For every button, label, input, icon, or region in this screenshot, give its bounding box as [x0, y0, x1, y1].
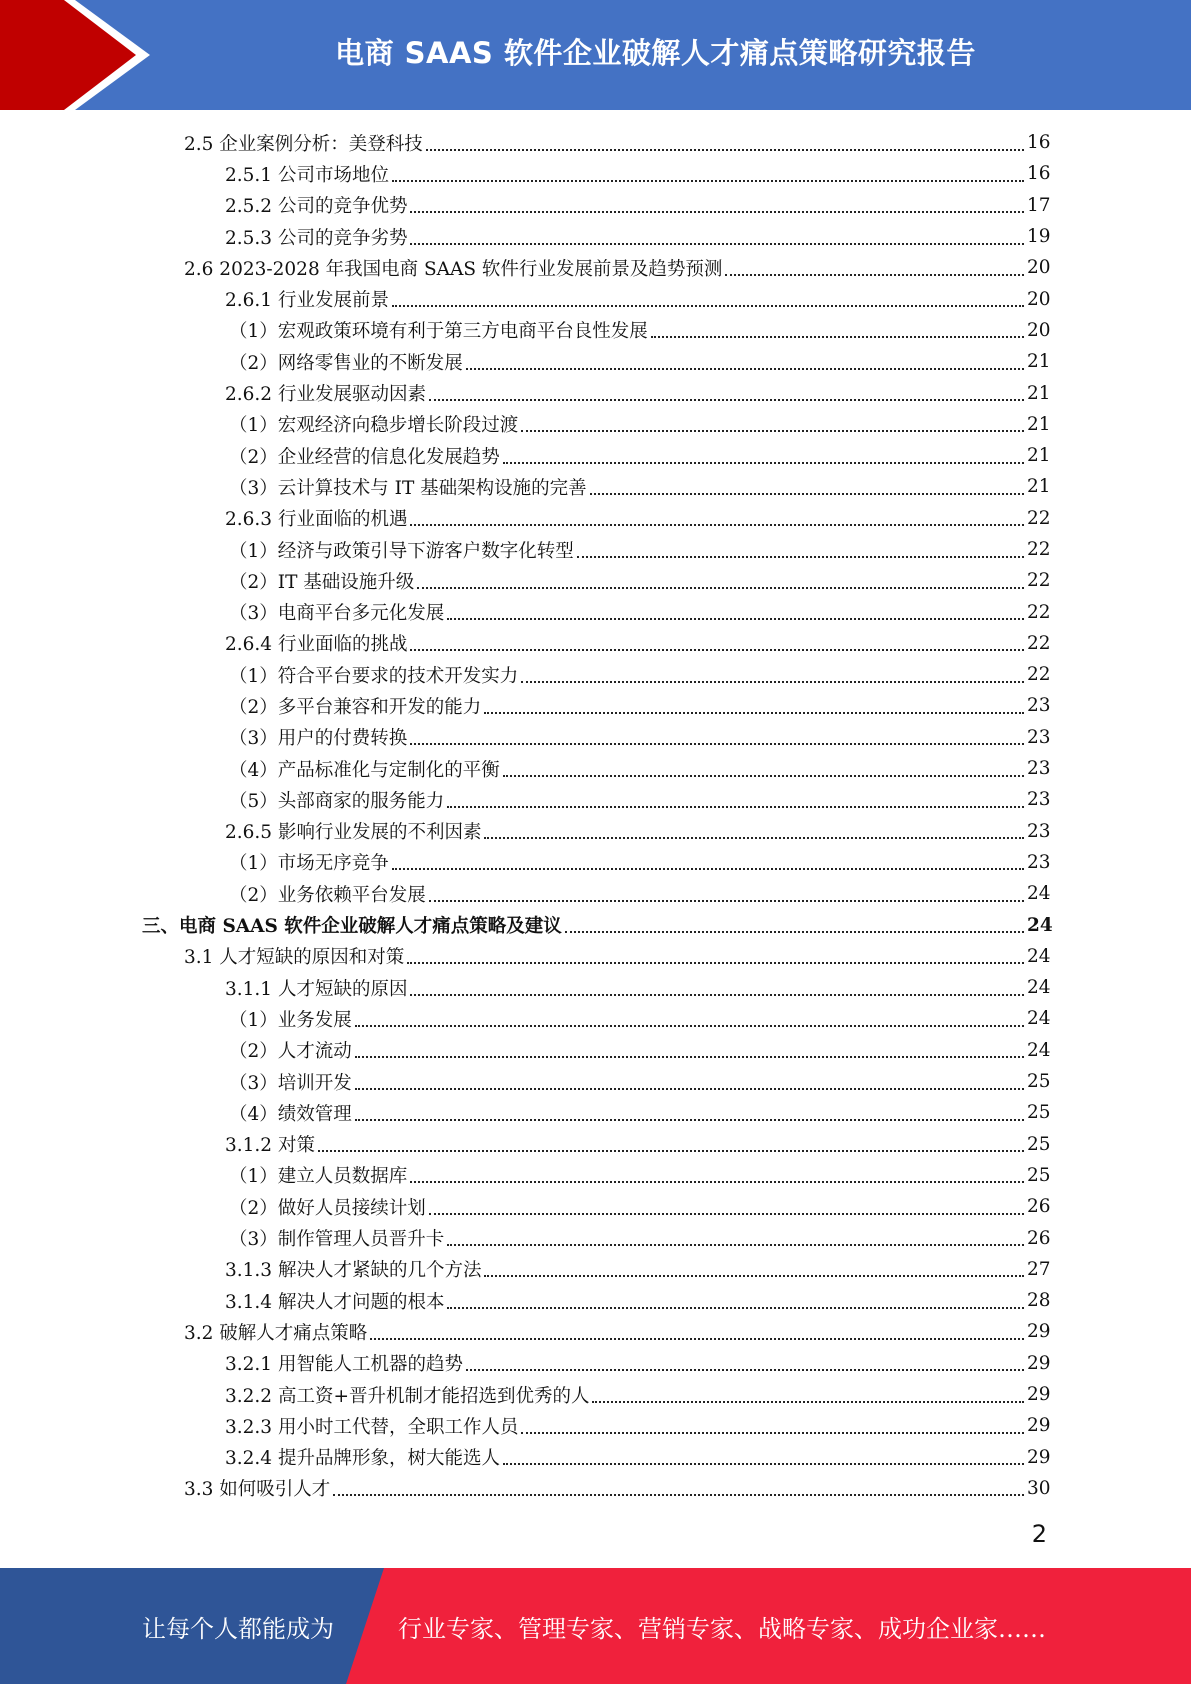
- toc-entry[interactable]: [0, 722, 1191, 753]
- toc-entry-page: 20: [1027, 288, 1051, 310]
- toc-entry-label: （3）用户的付费转换: [229, 728, 408, 750]
- toc-entry-label: （1）市场无序竞争: [229, 853, 389, 875]
- toc-dot-leader: [484, 712, 1024, 714]
- toc-entry[interactable]: [0, 1129, 1191, 1160]
- toc-dot-leader: [429, 1213, 1024, 1215]
- toc-dot-leader: [318, 1150, 1024, 1152]
- toc-entry[interactable]: [0, 1160, 1191, 1191]
- toc-entry-page: 21: [1027, 382, 1051, 404]
- toc-entry[interactable]: [0, 190, 1191, 221]
- toc-entry[interactable]: [0, 377, 1191, 408]
- toc-dot-leader: [355, 1056, 1024, 1058]
- toc-entry-label: 3.1.1 人才短缺的原因: [225, 978, 408, 1000]
- toc-entry-page: 17: [1027, 194, 1051, 216]
- toc-entry-label: （1）宏观经济向稳步增长阶段过渡: [229, 415, 519, 437]
- toc-dot-leader: [417, 587, 1024, 589]
- toc-dot-leader: [426, 149, 1024, 151]
- toc-entry[interactable]: [0, 440, 1191, 471]
- toc-entry-page: 25: [1027, 1102, 1051, 1124]
- toc-entry-page: 22: [1027, 601, 1051, 623]
- toc-entry[interactable]: [0, 1191, 1191, 1222]
- toc-entry[interactable]: [0, 1066, 1191, 1097]
- toc-entry-label: （1）建立人员数据库: [229, 1166, 408, 1188]
- toc-entry-label: （1）经济与政策引导下游客户数字化转型: [229, 540, 574, 562]
- toc-dot-leader: [407, 962, 1024, 964]
- toc-entry-label: 3.2.1 用智能人工机器的趋势: [225, 1354, 463, 1376]
- toc-entry-label: （2）企业经营的信息化发展趋势: [229, 446, 500, 468]
- toc-entry[interactable]: [0, 1441, 1191, 1472]
- toc-entry-page: 24: [1027, 977, 1051, 999]
- toc-entry[interactable]: [0, 315, 1191, 346]
- toc-entry-label: （1）业务发展: [229, 1009, 352, 1031]
- toc-entry-page: 22: [1027, 664, 1051, 686]
- toc-entry-page: 16: [1027, 132, 1051, 154]
- toc-entry-page: 29: [1027, 1321, 1051, 1343]
- toc-entry-page: 23: [1027, 851, 1051, 873]
- toc-entry-label: 2.6.4 行业面临的挑战: [225, 634, 408, 656]
- toc-dot-leader: [503, 1463, 1024, 1465]
- toc-entry-page: 25: [1027, 1164, 1051, 1186]
- toc-entry-page: 21: [1027, 476, 1051, 498]
- toc-dot-leader: [521, 1432, 1024, 1434]
- toc-dot-leader: [410, 211, 1024, 213]
- toc-entry[interactable]: [0, 471, 1191, 502]
- toc-entry-page: 19: [1027, 226, 1051, 248]
- toc-entry-label: 2.6.2 行业发展驱动因素: [225, 384, 426, 406]
- toc-dot-leader: [410, 743, 1024, 745]
- toc-dot-leader: [410, 524, 1024, 526]
- toc-entry[interactable]: [0, 628, 1191, 659]
- toc-entry[interactable]: [0, 847, 1191, 878]
- toc-entry-page: 26: [1027, 1227, 1051, 1249]
- toc-entry[interactable]: [0, 221, 1191, 252]
- toc-entry-page: 27: [1027, 1258, 1051, 1280]
- toc-entry-label: （4）产品标准化与定制化的平衡: [229, 759, 500, 781]
- page-footer: [0, 1568, 1191, 1684]
- toc-entry[interactable]: [0, 158, 1191, 189]
- toc-dot-leader: [410, 1181, 1024, 1183]
- toc-entry-page: 21: [1027, 445, 1051, 467]
- toc-entry-page: 23: [1027, 820, 1051, 842]
- toc-entry-page: 29: [1027, 1415, 1051, 1437]
- toc-dot-leader: [484, 1275, 1024, 1277]
- toc-entry[interactable]: [0, 1410, 1191, 1441]
- toc-dot-leader: [503, 462, 1024, 464]
- toc-entry-label: （2）多平台兼容和开发的能力: [229, 696, 482, 718]
- toc-entry-label: 2.6 2023-2028 年我国电商 SAAS 软件行业发展前景及趋势预测: [184, 258, 723, 280]
- toc-entry-page: 22: [1027, 507, 1051, 529]
- toc-entry[interactable]: [0, 252, 1191, 283]
- toc-dot-leader: [355, 1088, 1024, 1090]
- toc-entry-label: 3.2.3 用小时工代替，全职工作人员: [225, 1416, 519, 1438]
- toc-dot-leader: [392, 305, 1024, 307]
- toc-entry-label: （3）电商平台多元化发展: [229, 603, 445, 625]
- toc-dot-leader: [577, 556, 1024, 558]
- toc-entry-label: （1）宏观政策环境有利于第三方电商平台良性发展: [229, 321, 648, 343]
- toc-entry-label: （4）绩效管理: [229, 1103, 352, 1125]
- toc-dot-leader: [466, 368, 1024, 370]
- toc-entry[interactable]: [0, 972, 1191, 1003]
- toc-dot-leader: [410, 649, 1024, 651]
- toc-entry-label: 3.1.4 解决人才问题的根本: [225, 1291, 445, 1313]
- toc-entry[interactable]: [0, 816, 1191, 847]
- toc-entry[interactable]: [0, 1254, 1191, 1285]
- toc-entry-label: 2.5.1 公司市场地位: [225, 164, 389, 186]
- toc-entry-page: 26: [1027, 1196, 1051, 1218]
- page-header: [0, 0, 1191, 110]
- table-of-contents: [0, 127, 1191, 1504]
- toc-entry[interactable]: [0, 127, 1191, 158]
- toc-entry-label: 3.2 破解人才痛点策略: [184, 1322, 368, 1344]
- toc-dot-leader: [333, 1494, 1024, 1496]
- toc-entry-page: 24: [1027, 1008, 1051, 1030]
- toc-entry-page: 28: [1027, 1290, 1051, 1312]
- toc-entry-label: （2）人才流动: [229, 1041, 352, 1063]
- toc-entry[interactable]: [0, 878, 1191, 909]
- toc-dot-leader: [590, 493, 1024, 495]
- toc-entry-label: 3.1.3 解决人才紧缺的几个方法: [225, 1260, 482, 1282]
- toc-dot-leader: [725, 274, 1024, 276]
- toc-entry[interactable]: [0, 409, 1191, 440]
- toc-entry-label: （2）网络零售业的不断发展: [229, 352, 463, 374]
- toc-dot-leader: [651, 336, 1024, 338]
- toc-entry-label: 3.1 人才短缺的原因和对策: [184, 947, 405, 969]
- toc-dot-leader: [429, 900, 1024, 902]
- toc-entry[interactable]: [0, 534, 1191, 565]
- toc-dot-leader: [355, 1025, 1024, 1027]
- toc-entry-label: 2.5.3 公司的竞争劣势: [225, 227, 408, 249]
- toc-dot-leader: [565, 931, 1024, 933]
- toc-entry[interactable]: [0, 503, 1191, 534]
- toc-dot-leader: [447, 618, 1024, 620]
- toc-entry[interactable]: [0, 784, 1191, 815]
- toc-entry-page: 24: [1027, 945, 1051, 967]
- toc-entry-page: 20: [1027, 257, 1051, 279]
- toc-entry-label: （2）IT 基础设施升级: [229, 571, 415, 593]
- page-number: 2: [1031, 1520, 1047, 1548]
- toc-entry-page: 25: [1027, 1071, 1051, 1093]
- toc-entry-page: 21: [1027, 413, 1051, 435]
- toc-dot-leader: [410, 243, 1024, 245]
- toc-entry[interactable]: [0, 909, 1191, 940]
- toc-entry-label: 3.2.4 提升品牌形象，树大能选人: [225, 1448, 500, 1470]
- toc-entry-page: 23: [1027, 758, 1051, 780]
- toc-entry-page: 30: [1027, 1477, 1051, 1499]
- toc-dot-leader: [503, 775, 1024, 777]
- toc-dot-leader: [370, 1338, 1024, 1340]
- toc-entry-label: 2.6.1 行业发展前景: [225, 290, 389, 312]
- toc-dot-leader: [447, 806, 1024, 808]
- toc-entry[interactable]: [0, 1285, 1191, 1316]
- toc-entry-page: 21: [1027, 351, 1051, 373]
- toc-dot-leader: [429, 399, 1024, 401]
- toc-entry-page: 22: [1027, 570, 1051, 592]
- footer-slogan-right: 行业专家、管理专家、营销专家、战略专家、成功企业家……: [398, 1614, 1046, 1643]
- toc-entry-label: 3.2.2 高工资+晋升机制才能招选到优秀的人: [225, 1385, 590, 1407]
- toc-dot-leader: [521, 681, 1024, 683]
- toc-dot-leader: [447, 1307, 1024, 1309]
- toc-entry-label: （2）业务依赖平台发展: [229, 884, 426, 906]
- toc-entry-label: 2.5.2 公司的竞争优势: [225, 196, 408, 218]
- toc-entry-page: 16: [1027, 163, 1051, 185]
- toc-entry-page: 24: [1027, 914, 1053, 936]
- toc-entry-page: 29: [1027, 1352, 1051, 1374]
- toc-entry-page: 22: [1027, 539, 1051, 560]
- toc-dot-leader: [592, 1401, 1024, 1403]
- toc-dot-leader: [484, 837, 1024, 839]
- toc-entry-page: 29: [1027, 1384, 1051, 1406]
- toc-entry[interactable]: [0, 1222, 1191, 1253]
- toc-dot-leader: [466, 1369, 1024, 1371]
- toc-entry[interactable]: [0, 1003, 1191, 1034]
- toc-entry[interactable]: [0, 283, 1191, 314]
- toc-entry[interactable]: [0, 1316, 1191, 1347]
- toc-entry-label: 三、电商 SAAS 软件企业破解人才痛点策略及建议: [142, 916, 562, 938]
- toc-dot-leader: [447, 1244, 1024, 1246]
- toc-dot-leader: [410, 994, 1024, 996]
- toc-entry-page: 24: [1027, 883, 1051, 905]
- toc-entry-page: 20: [1027, 319, 1051, 341]
- toc-entry[interactable]: [0, 1035, 1191, 1066]
- toc-entry[interactable]: [0, 1348, 1191, 1379]
- toc-entry[interactable]: [0, 1097, 1191, 1128]
- toc-entry[interactable]: [0, 1473, 1191, 1504]
- toc-entry[interactable]: [0, 941, 1191, 972]
- footer-slogan-left: 让每个人都能成为: [142, 1614, 334, 1643]
- toc-entry[interactable]: [0, 753, 1191, 784]
- toc-entry-label: （5）头部商家的服务能力: [229, 790, 445, 812]
- toc-entry-label: 2.5 企业案例分析：美登科技: [184, 133, 423, 155]
- toc-entry-label: 3.3 如何吸引人才: [184, 1479, 331, 1501]
- toc-dot-leader: [355, 1119, 1024, 1121]
- toc-entry-label: 2.6.3 行业面临的机遇: [225, 509, 408, 531]
- toc-entry-page: 29: [1027, 1446, 1051, 1468]
- toc-entry-page: 22: [1027, 632, 1051, 654]
- toc-entry-label: （2）做好人员接续计划: [229, 1197, 426, 1219]
- toc-entry[interactable]: [0, 690, 1191, 721]
- toc-entry-label: （3）云计算技术与 IT 基础架构设施的完善: [229, 477, 587, 499]
- toc-entry[interactable]: [0, 565, 1191, 596]
- toc-entry[interactable]: [0, 596, 1191, 627]
- toc-entry[interactable]: [0, 659, 1191, 690]
- toc-dot-leader: [521, 430, 1024, 432]
- toc-dot-leader: [392, 868, 1024, 870]
- toc-entry-page: 23: [1027, 789, 1051, 811]
- toc-entry-page: 23: [1027, 695, 1051, 717]
- toc-dot-leader: [392, 180, 1024, 182]
- toc-entry-page: 24: [1027, 1039, 1051, 1061]
- toc-entry-label: 2.6.5 影响行业发展的不利因素: [225, 822, 482, 844]
- toc-entry-page: 25: [1027, 1133, 1051, 1155]
- toc-entry-label: 3.1.2 对策: [225, 1135, 315, 1157]
- toc-entry[interactable]: [0, 1379, 1191, 1410]
- toc-entry-page: 23: [1027, 726, 1051, 748]
- toc-entry[interactable]: [0, 346, 1191, 377]
- toc-entry-label: （3）培训开发: [229, 1072, 352, 1094]
- header-title: 电商 SAAS 软件企业破解人才痛点策略研究报告: [335, 35, 976, 70]
- toc-entry-label: （1）符合平台要求的技术开发实力: [229, 665, 519, 687]
- toc-entry-label: （3）制作管理人员晋升卡: [229, 1229, 445, 1251]
